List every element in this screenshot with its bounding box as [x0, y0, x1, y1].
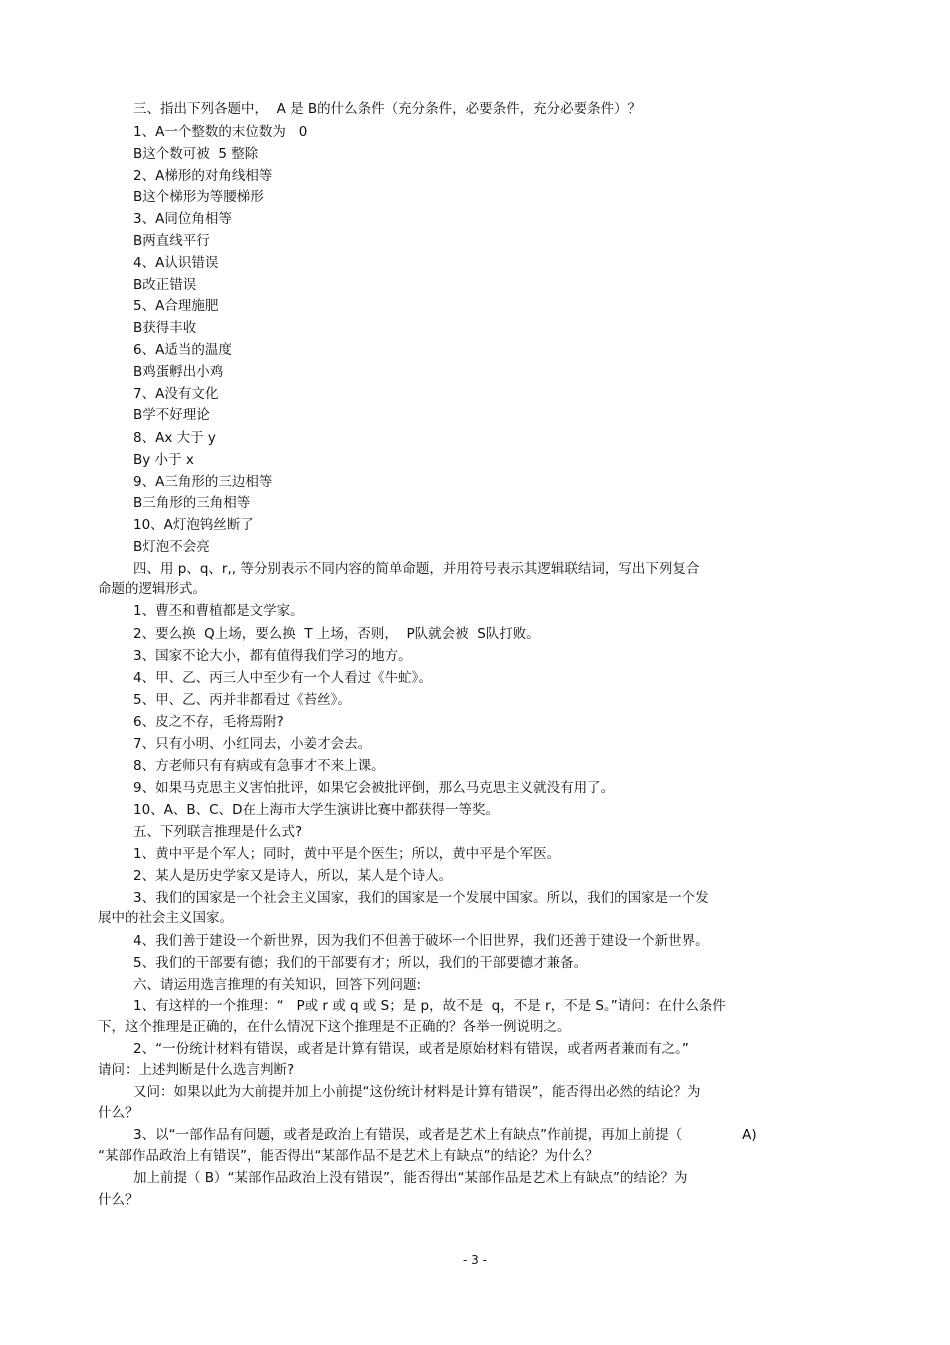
text-line: 什么？	[98, 1192, 139, 1208]
text-line: 六、请运用选言推理的有关知识，回答下列问题:	[133, 977, 422, 993]
text-line: B学不好理论	[133, 407, 210, 423]
text-line: 6、皮之不存，毛将焉附?	[133, 714, 284, 730]
text-line: 3、国家不论大小，都有值得我们学习的地方。	[133, 648, 412, 664]
text-line: 4、A认识错误	[133, 255, 219, 271]
text-line: 加上前提（ B）“某部作品政治上没有错误”，能否得出“某部作品是艺术上有缺点”的结论？为	[133, 1170, 688, 1186]
text-line: 5、甲、乙、丙并非都看过《苔丝》。	[133, 692, 351, 708]
text-line: 6、A适当的温度	[133, 342, 232, 358]
text-line: 4、甲、乙、丙三人中至少有一个人看过《牛虻》。	[133, 670, 432, 686]
text-line: 四、用 p、q、r,, 等分别表示不同内容的简单命题，并用符号表示其逻辑联结词，写出下列复合	[133, 561, 700, 577]
text-line: B灯泡不会亮	[133, 539, 210, 555]
text-line: 8、方老师只有有病或有急事才不来上课。	[133, 758, 385, 774]
page-number: - 3 -	[463, 1253, 487, 1267]
text-line: B鸡蛋孵出小鸡	[133, 364, 224, 380]
text-line: 3、以“一部作品有问题，或者是政治上有错误，或者是艺术上有缺点”作前提，再加上前提（ A)	[133, 1127, 757, 1143]
text-line: B改正错误	[133, 277, 197, 293]
text-line: 10、A灯泡钨丝断了	[133, 517, 254, 533]
text-line: 1、黄中平是个军人；同时，黄中平是个医生；所以，黄中平是个军医。	[133, 846, 561, 862]
text-line: 8、Ax 大于 y	[133, 430, 216, 446]
text-line: 什么？	[98, 1105, 139, 1121]
text-line: 三、指出下列各题中， A 是 B的什么条件（充分条件，必要条件，充分必要条件）？	[133, 101, 642, 117]
text-line: “某部作品政治上有错误”，能否得出“某部作品不是艺术上有缺点”的结论？为什么？	[98, 1148, 599, 1164]
text-line: B两直线平行	[133, 233, 210, 249]
text-line: 9、A三角形的三边相等	[133, 474, 273, 490]
text-line: 3、我们的国家是一个社会主义国家，我们的国家是一个发展中国家。所以，我们的国家是一个发	[133, 890, 709, 906]
text-line: 2、要么换 Q上场，要么换 T 上场，否则， P队就会被 S队打败。	[133, 626, 540, 642]
text-line: B这个梯形为等腰梯形	[133, 189, 264, 205]
text-line: 五、下列联言推理是什么式?	[133, 824, 303, 840]
text-line: 5、我们的干部要有德；我们的干部要有才；所以，我们的干部要德才兼备。	[133, 955, 588, 971]
text-line: 2、A梯形的对角线相等	[133, 168, 273, 184]
text-line: 命题的逻辑形式。	[98, 581, 206, 597]
text-line: 7、A没有文化	[133, 386, 219, 402]
text-line: By 小于 x	[133, 452, 194, 468]
text-line: 10、A、B、C、D在上海市大学生演讲比赛中都获得一等奖。	[133, 802, 499, 818]
text-line: 又问：如果以此为大前提并加上小前提“这份统计材料是计算有错误”，能否得出必然的结论？为	[133, 1084, 701, 1100]
text-line: 2、某人是历史学家又是诗人，所以，某人是个诗人。	[133, 868, 453, 884]
text-line: 下，这个推理是正确的，在什么情况下这个推理是不正确的？各举一例说明之。	[98, 1019, 571, 1035]
text-line: B这个数可被 5 整除	[133, 146, 259, 162]
text-line: 3、A同位角相等	[133, 211, 232, 227]
text-line: 请问：上述判断是什么选言判断?	[98, 1062, 295, 1078]
text-line: 1、有这样的一个推理：“ P或 r 或 q 或 S；是 p，故不是 q，不是 r，不是 S。”请问：在什么条件	[133, 998, 726, 1014]
text-line: 9、如果马克思主义害怕批评，如果它会被批评倒，那么马克思主义就没有用了。	[133, 780, 615, 796]
text-line: 展中的社会主义国家。	[98, 910, 233, 926]
text-line: 1、A一个整数的末位数为 0	[133, 124, 308, 140]
text-line: 2、“一份统计材料有错误，或者是计算有错误，或者是原始材料有错误，或者两者兼而有之。”	[133, 1041, 689, 1057]
text-line: 7、只有小明、小红同去，小姜才会去。	[133, 736, 372, 752]
text-line: 4、我们善于建设一个新世界，因为我们不但善于破坏一个旧世界，我们还善于建设一个新世界。	[133, 933, 709, 949]
text-line: 5、A合理施肥	[133, 298, 219, 314]
text-line: 1、曹丕和曹植都是文学家。	[133, 603, 304, 619]
text-line: B三角形的三角相等	[133, 495, 251, 511]
text-line: B获得丰收	[133, 320, 197, 336]
